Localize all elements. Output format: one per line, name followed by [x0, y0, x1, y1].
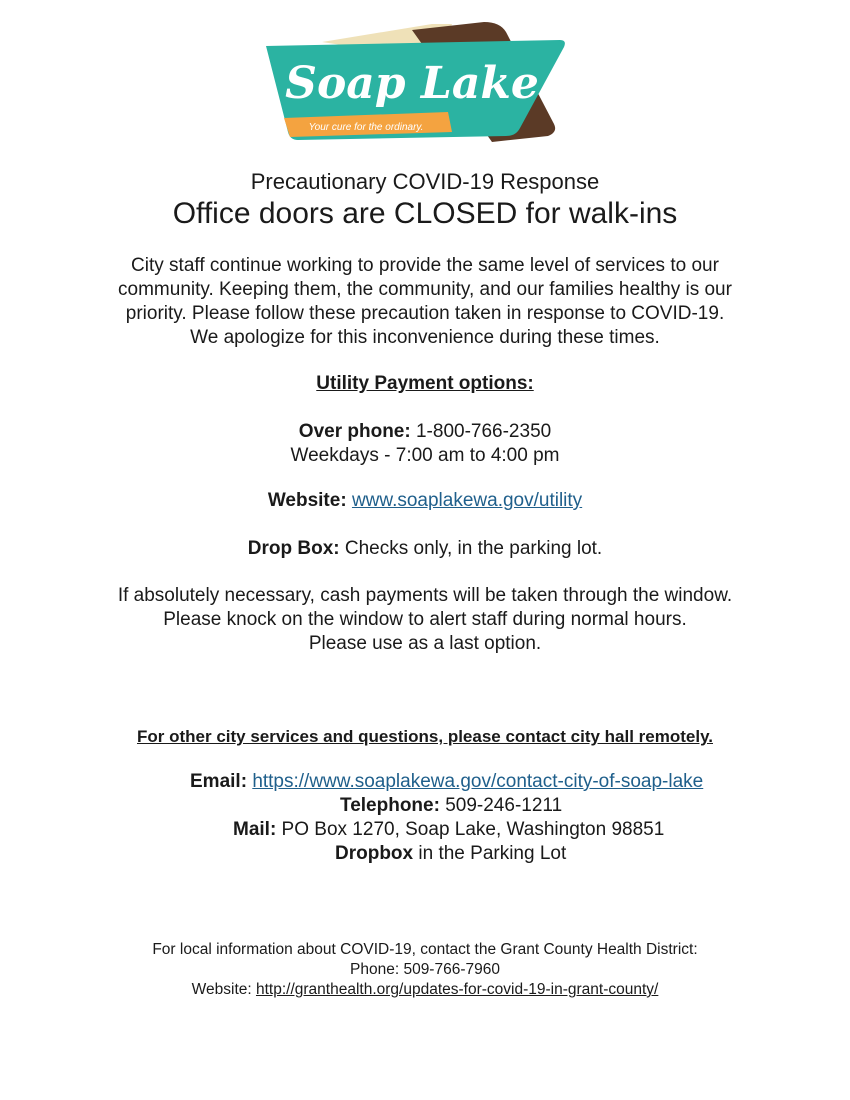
logo-wordmark: Soap Lake	[285, 58, 539, 109]
logo-tagline: Your cure for the ordinary.	[308, 122, 424, 133]
drop-box-label: Drop Box:	[247, 538, 340, 559]
over-phone-line	[0, 420, 850, 444]
contact-email-line	[190, 770, 703, 794]
window-payment-line: Please knock on the window to alert staff during normal hours.	[163, 609, 687, 630]
utility-website-link[interactable]: www.soaplakewa.gov/utility	[351, 490, 583, 511]
utility-website-label: Website:	[267, 490, 347, 511]
intro-paragraph	[0, 254, 850, 350]
drop-box-line	[0, 537, 850, 561]
contact-mail-address: PO Box 1270, Soap Lake, Washington 98851	[276, 819, 665, 840]
contact-dropbox-text: in the Parking Lot	[413, 843, 567, 864]
window-payment-line: If absolutely necessary, cash payments will be taken through the window.	[117, 585, 733, 606]
logo-graphic	[262, 20, 568, 144]
drop-box-text: Checks only, in the parking lot.	[339, 538, 603, 559]
intro-line: priority. Please follow these precaution taken in response to COVID-19.	[125, 303, 725, 324]
contact-dropbox-line	[335, 842, 566, 866]
contact-dropbox-label: Dropbox	[335, 843, 414, 864]
window-payment-line: Please use as a last option.	[308, 633, 542, 654]
contact-telephone-label: Telephone:	[340, 795, 440, 816]
over-phone-number: 1-800-766-2350	[410, 421, 552, 442]
over-phone-label: Over phone:	[298, 421, 411, 442]
health-district-footer	[0, 940, 850, 1000]
footer-website-link[interactable]: http://granthealth.org/updates-for-covid-19-in-grant-county/	[255, 981, 659, 998]
soap-lake-logo	[262, 20, 568, 144]
footer-website-line	[0, 980, 850, 1000]
notice-title: Office doors are CLOSED for walk-ins	[172, 197, 678, 230]
contact-mail-label: Mail:	[233, 819, 277, 840]
contact-email-link[interactable]: https://www.soaplakewa.gov/contact-city-of-soap-lake	[252, 771, 704, 792]
contact-telephone-line	[340, 794, 562, 818]
intro-line: community. Keeping them, the community, and our families healthy is our	[118, 279, 732, 300]
utility-payment-heading: Utility Payment options:	[316, 373, 534, 394]
over-phone-block	[0, 420, 850, 468]
utility-website-line	[0, 489, 850, 513]
contact-email-label: Email:	[190, 771, 248, 792]
notice-subtitle: Precautionary COVID-19 Response	[250, 169, 600, 194]
over-phone-hours: Weekdays - 7:00 am to 4:00 pm	[290, 445, 560, 466]
intro-line: City staff continue working to provide the same level of services to our	[131, 255, 719, 276]
footer-phone: Phone: 509-766-7960	[350, 961, 500, 978]
contact-telephone-number: 509-246-1211	[439, 795, 563, 816]
window-payment-paragraph	[0, 584, 850, 656]
contact-mail-line	[233, 818, 664, 842]
footer-line: For local information about COVID-19, contact the Grant County Health District:	[152, 941, 698, 958]
footer-website-label: Website:	[191, 981, 256, 998]
other-services-heading: For other city services and questions, please contact city hall remotely.	[137, 727, 713, 746]
intro-line: We apologize for this inconvenience during these times.	[190, 327, 660, 348]
